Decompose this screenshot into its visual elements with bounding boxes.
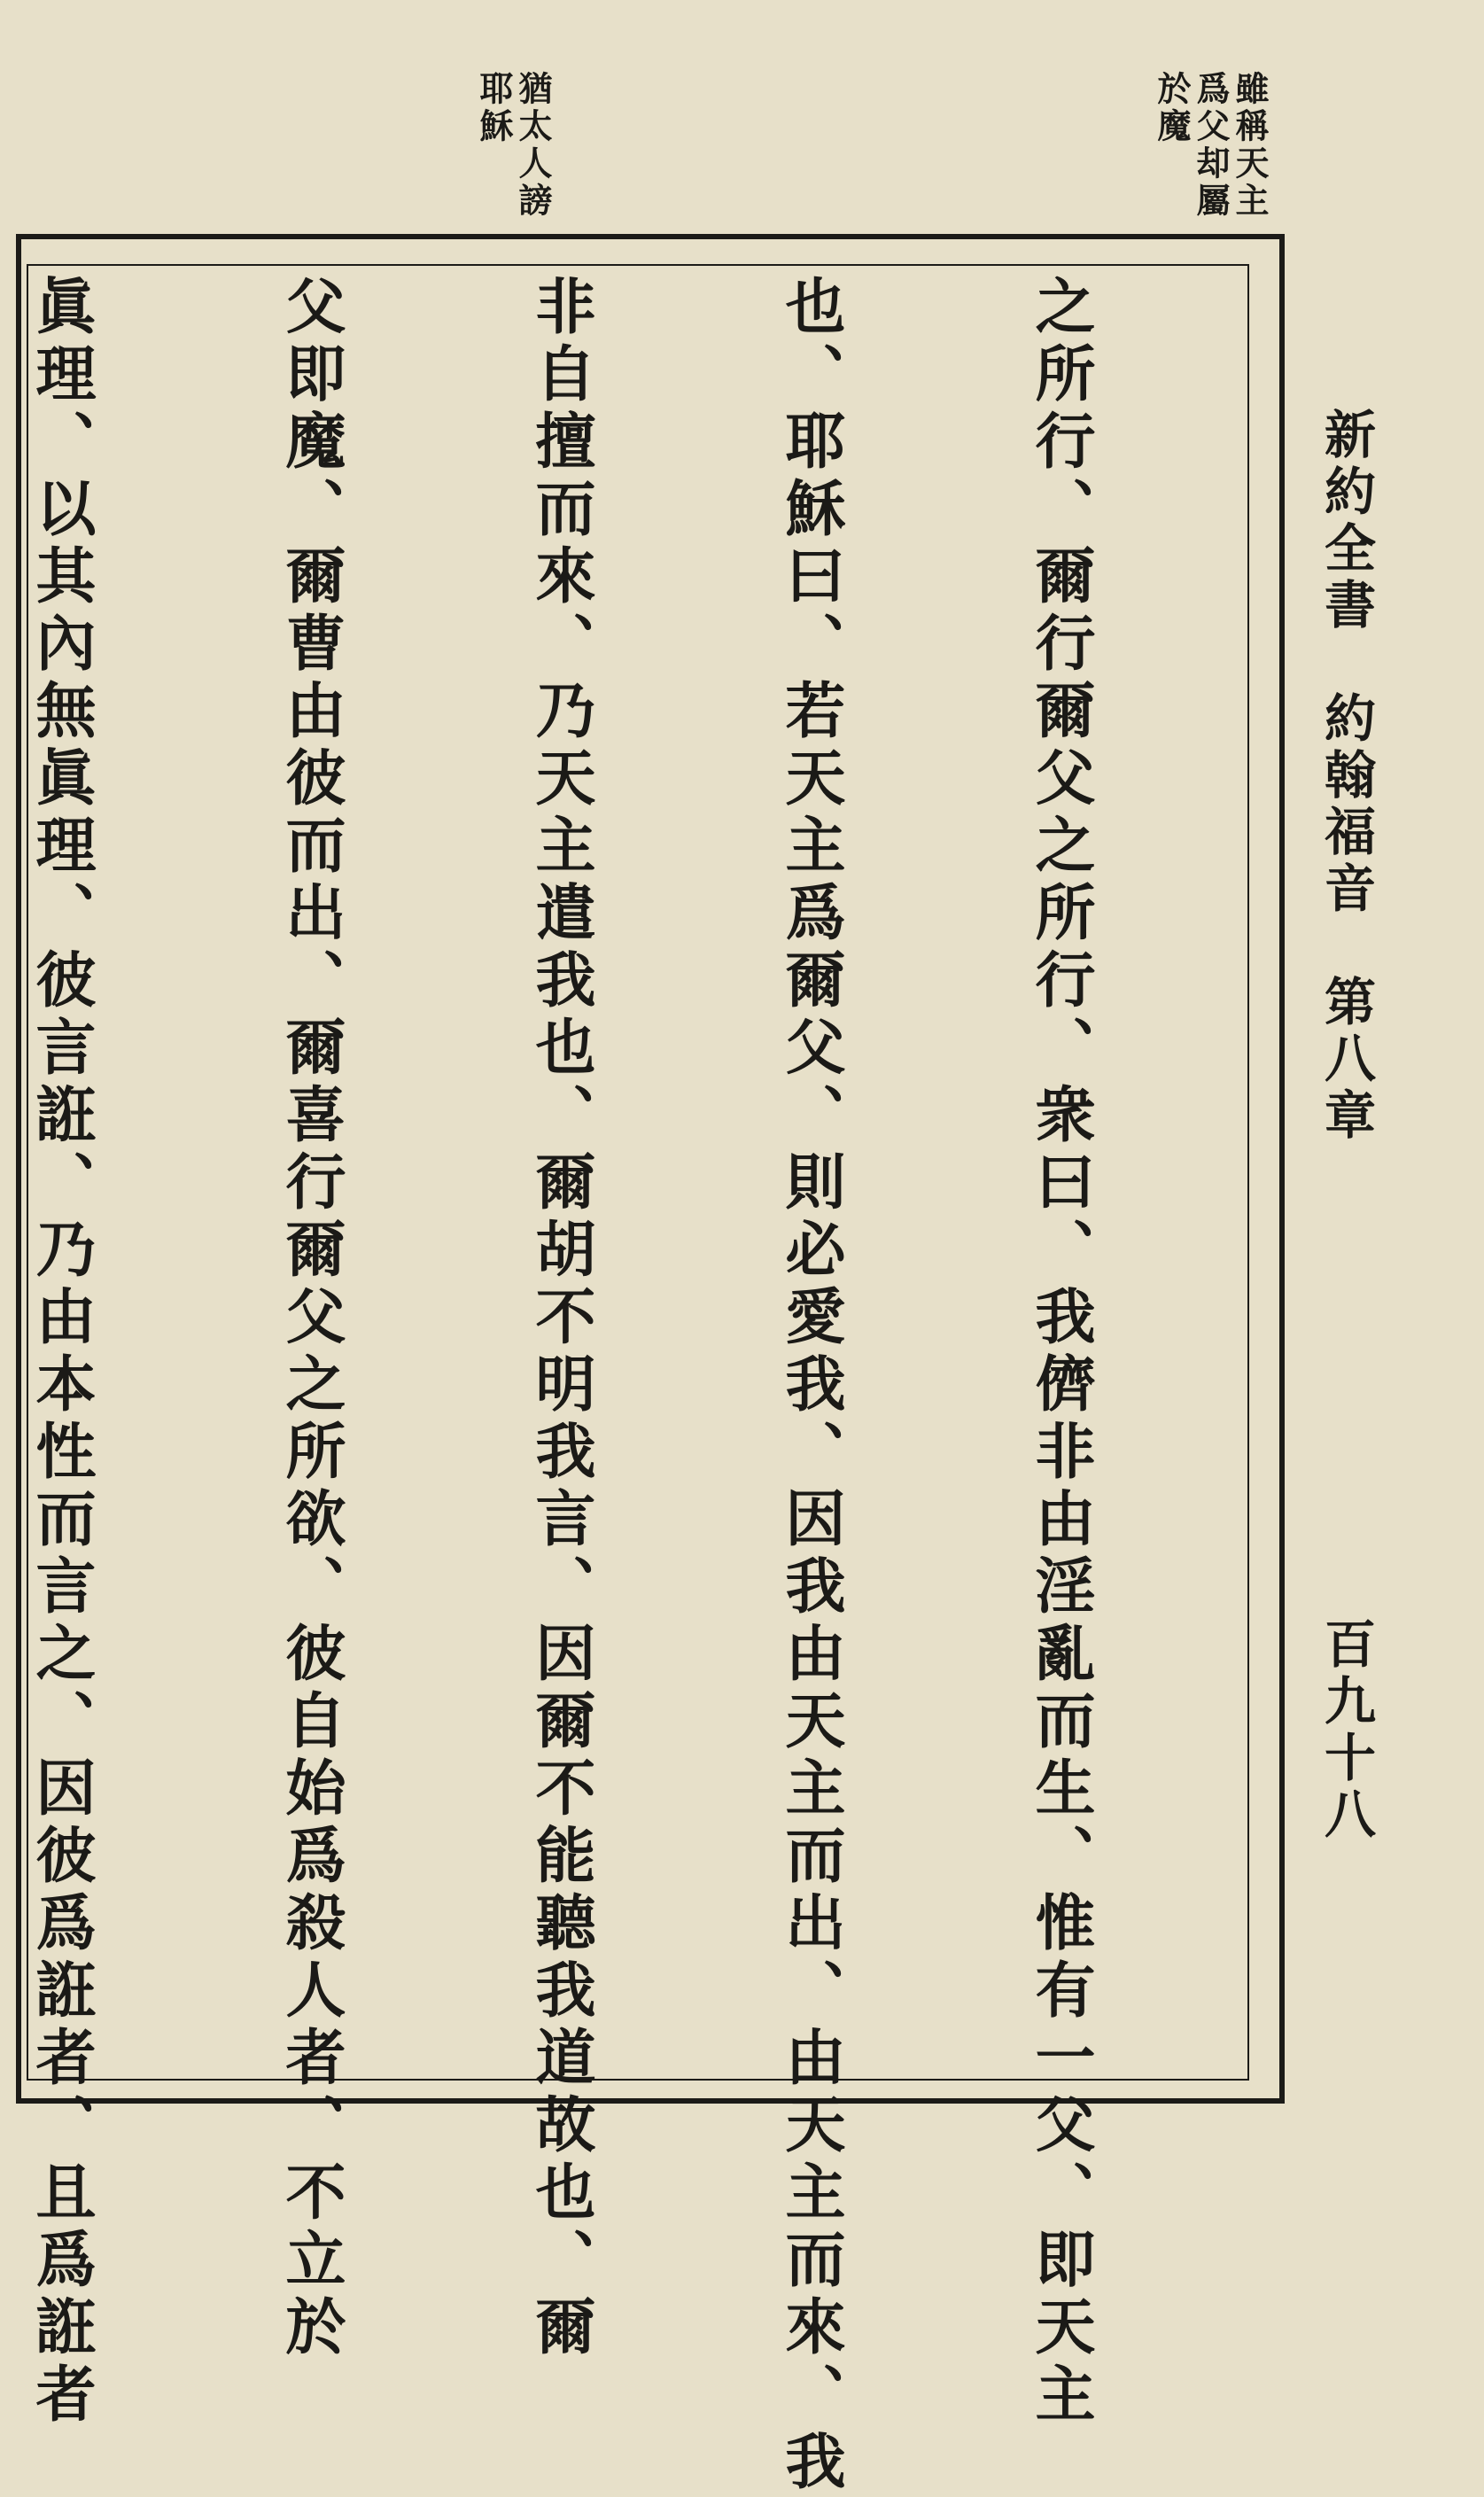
page-number: 百九十八 <box>1316 1617 1376 1844</box>
running-header: 新約全書 約翰福音 第八章 <box>1316 408 1376 1145</box>
margin-note-right: 雖稱天主 爲父却屬 於魔 <box>1152 71 1270 220</box>
text-column: 非自擅而來、乃天主遣我也、爾胡不明我言、因爾不能聽我道故也、爾 <box>525 275 596 2362</box>
text-column: 父即魔、爾曹由彼而出、爾喜行爾父之所欲、彼自始爲殺人者、不立於 <box>276 275 346 2362</box>
text-column: 也、耶穌曰、若天主爲爾父、則必愛我、因我由天主而出、由天主而來、我 <box>775 275 846 2497</box>
scripture-text <box>26 275 1269 2497</box>
margin-note-left: 猶太人謗 耶穌 <box>474 71 553 220</box>
text-column: 之所行、爾行爾父之所行、衆曰、我儕非由淫亂而生、惟有一父、即天主 <box>1025 275 1096 2430</box>
text-column: 眞理、以其內無眞理、彼言誑、乃由本性而言之、因彼爲誑者、且爲誑者 <box>26 275 97 2430</box>
